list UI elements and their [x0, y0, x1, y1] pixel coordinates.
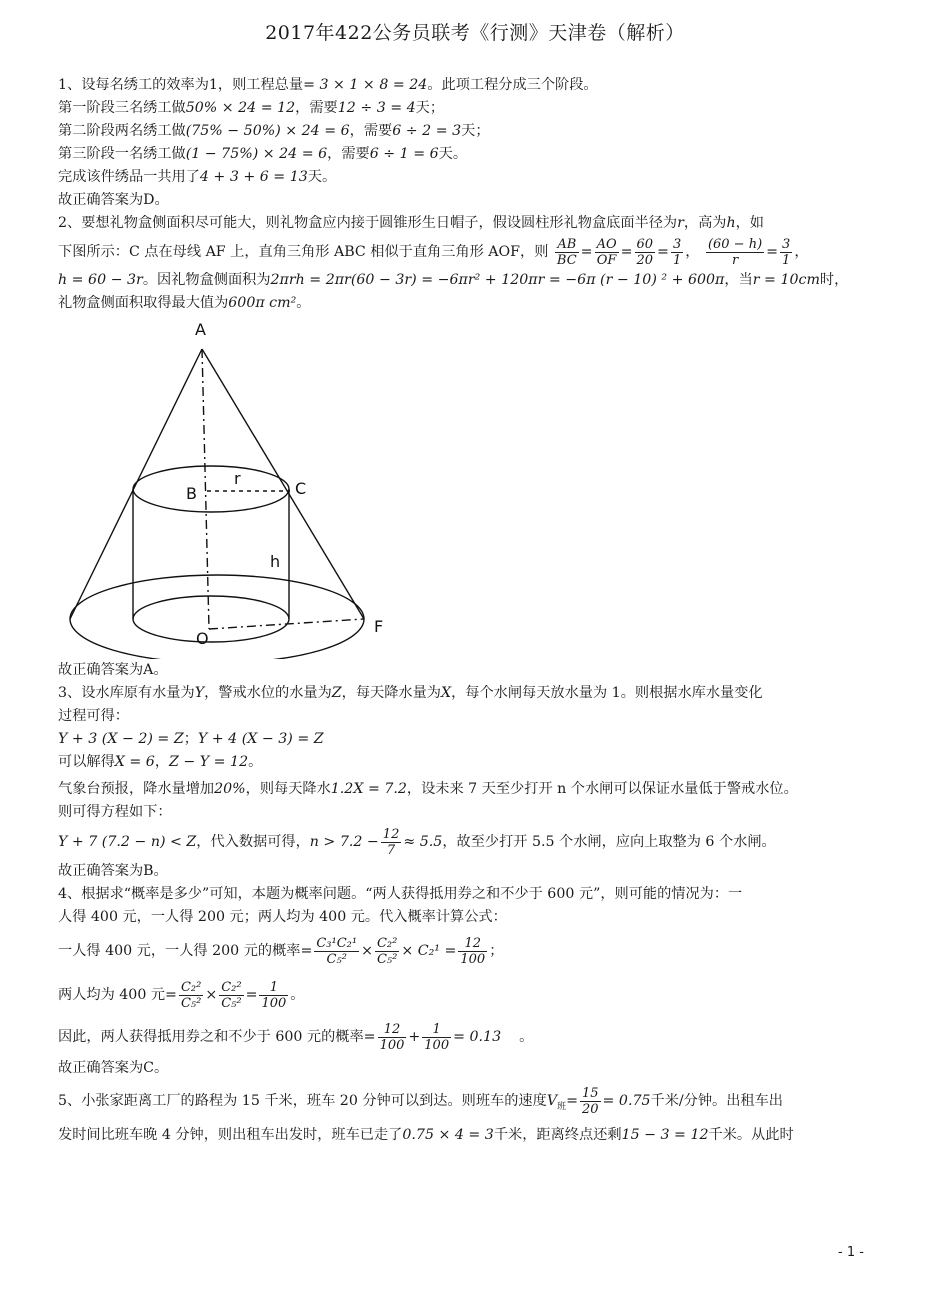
fraction: $\frac{(60 - h)}{r}$: [707, 236, 763, 268]
q3-line-1: 3、设水库原有水量为Y，警戒水位的水量为Z，每天降水量为X，每个水闸每天放水量为 1。则根据水库水量变化: [58, 685, 763, 701]
fraction: $\frac{15}{20}$: [581, 1085, 599, 1117]
fraction: $\frac{12}{100}$: [379, 1021, 405, 1053]
q3-line-5: 气象台预报，降水量增加20%，则每天降水1.2X = 7.2，设未来 7 天至少打开 n 个水闸可以保证水量低于警戒水位。: [58, 781, 798, 797]
q4-line-3: 一人得 400 元，一人得 200 元的概率= $\frac{\text{C₃¹C₂¹}}{\text{C₅²}}$ × $\frac{\text{C₂²}}{\text{C₅²}}$ × C₂¹ = $\frac{12}{100}$ ；: [58, 935, 504, 967]
q2-line-2: 下图所示：C 点在母线 AF 上，直角三角形 ABC 相似于直角三角形 AOF，则 $\frac{AB}{BC}$ = $\frac{AO}{OF}$ = $\frac{60}{20}$ = $\frac{3}{1}$ ， $\frac{(60 - h)}{r}$ = $\frac{3}{1}$ ，: [58, 236, 809, 268]
q1-line-1: 1、设每名绣工的效率为1，则工程总量= 3 × 1 × 8 = 24。此项工程分成三个阶段。: [58, 77, 598, 93]
cone-cylinder-figure: [58, 319, 894, 659]
label-b: B: [186, 484, 197, 503]
cone-base-ellipse: [70, 575, 364, 659]
q3-line-6: 则可得方程如下：: [58, 804, 172, 820]
cylinder-top-ellipse: [133, 466, 289, 512]
label-f: F: [374, 617, 384, 636]
q5-line-1: 5、小张家距离工厂的路程为 15 千米，班车 20 分钟可以到达。则班车的速度$V_班=$ $\frac{15}{20}$ = 0.75千米/分钟。出租车出: [58, 1085, 783, 1117]
label-r: r: [234, 469, 241, 488]
q2-line-1: 2、要想礼物盒侧面积尽可能大，则礼物盒应内接于圆锥形生日帽子，假设圆柱形礼物盒底面半径为r，高为h，如: [58, 215, 764, 231]
q4-line-2: 人得 400 元，一人得 200 元；两人均为 400 元。代入概率计算公式：: [58, 909, 507, 925]
cone-right-edge: [202, 349, 364, 619]
cone-left-edge: [70, 349, 202, 619]
q3-line-4: 可以解得X = 6，Z − Y = 12。: [58, 754, 263, 770]
q4-line-1: 4、根据求“概率是多少”可知，本题为概率问题。“两人获得抵用券之和不少于 600 元”，则可能的情况为：一: [58, 886, 743, 902]
fraction: $\frac{3}{1}$: [782, 236, 791, 268]
fraction: $\frac{AO}{OF}$: [596, 236, 617, 268]
fraction: $\frac{\text{C₂²}}{\text{C₅²}}$: [180, 979, 202, 1011]
q2-answer: 故正确答案为A。: [58, 662, 168, 678]
page-title: 2017年422公务员联考《行测》天津卷（解析）: [265, 22, 685, 44]
q3-answer: 故正确答案为B。: [58, 863, 168, 879]
page-number: - 1 -: [838, 1245, 864, 1260]
cone-diagram: [58, 319, 398, 659]
q3-line-3: Y + 3 (X − 2) = Z；Y + 4 (X − 3) = Z: [58, 731, 324, 747]
fraction: $\frac{1}{100}$: [261, 979, 287, 1011]
fraction: $\frac{\text{C₂²}}{\text{C₅²}}$: [376, 935, 398, 967]
fraction: $\frac{3}{1}$: [672, 236, 682, 268]
label-o: O: [196, 629, 209, 648]
q2-line-4: 礼物盒侧面积取得最大值为600π cm²。: [58, 295, 311, 311]
q2-line-3: h = 60 − 3r。因礼物盒侧面积为2πrh = 2πr(60 − 3r) = −6πr² + 120πr = −6π (r − 10) ² + 600π，当r = 10cm时，: [58, 272, 849, 288]
q1-line-2: 第一阶段三名绣工做50% × 24 = 12，需要12 ÷ 3 = 4天；: [58, 100, 445, 116]
q1-line-3: 第二阶段两名绣工做(75% − 50%) × 24 = 6，需要6 ÷ 2 = 3天；: [58, 123, 490, 139]
label-a: A: [195, 320, 206, 339]
label-h: h: [270, 552, 281, 571]
document-body: [58, 74, 894, 1147]
q4-answer: 故正确答案为C。: [58, 1060, 169, 1076]
q1-line-5: 完成该件绣品一共用了4 + 3 + 6 = 13天。: [58, 169, 337, 185]
q3-line-2: 过程可得：: [58, 708, 129, 724]
fraction: $\frac{1}{100}$: [424, 1021, 450, 1053]
q5-line-2: 发时间比班车晚 4 分钟，则出租车出发时，班车已走了0.75 × 4 = 3千米，距离终点还剩15 − 3 = 12千米。从此时: [58, 1126, 794, 1143]
q1-answer: 故正确答案为D。: [58, 192, 169, 208]
fraction: $\frac{\text{C₂²}}{\text{C₅²}}$: [221, 979, 242, 1011]
q1-line-4: 第三阶段一名绣工做(1 − 75%) × 24 = 6，需要6 ÷ 1 = 6天。: [58, 146, 468, 162]
radius-of: [209, 619, 364, 629]
axis-line: [202, 349, 209, 629]
q4-line-4: 两人均为 400 元= $\frac{\text{C₂²}}{\text{C₅²}}$ × $\frac{\text{C₂²}}{\text{C₅²}}$ = $\frac{1}{100}$ 。: [58, 979, 305, 1011]
fraction: $\frac{12}{7}$: [382, 826, 400, 858]
q1-eq-total: = 3 × 1 × 8 = 24: [303, 77, 428, 93]
fraction: $\frac{\text{C₃¹C₂¹}}{\text{C₅²}}$: [316, 935, 358, 967]
fraction: $\frac{60}{20}$: [636, 236, 654, 268]
label-c: C: [295, 479, 307, 498]
q4-line-5: 因此，两人获得抵用券之和不少于 600 元的概率= $\frac{12}{100}$ + $\frac{1}{100}$ = 0.13 。: [58, 1021, 534, 1053]
q3-line-7: Y + 7 (7.2 − n) < Z，代入数据可得，n > 7.2 − $\frac{12}{7}$ ≈ 5.5，故至少打开 5.5 个水闸，应向上取整为 6 个水闸。: [58, 826, 776, 858]
cylinder-bottom-ellipse: [133, 596, 289, 642]
fraction: $\frac{AB}{BC}$: [556, 236, 577, 268]
fraction: $\frac{12}{100}$: [460, 935, 486, 967]
